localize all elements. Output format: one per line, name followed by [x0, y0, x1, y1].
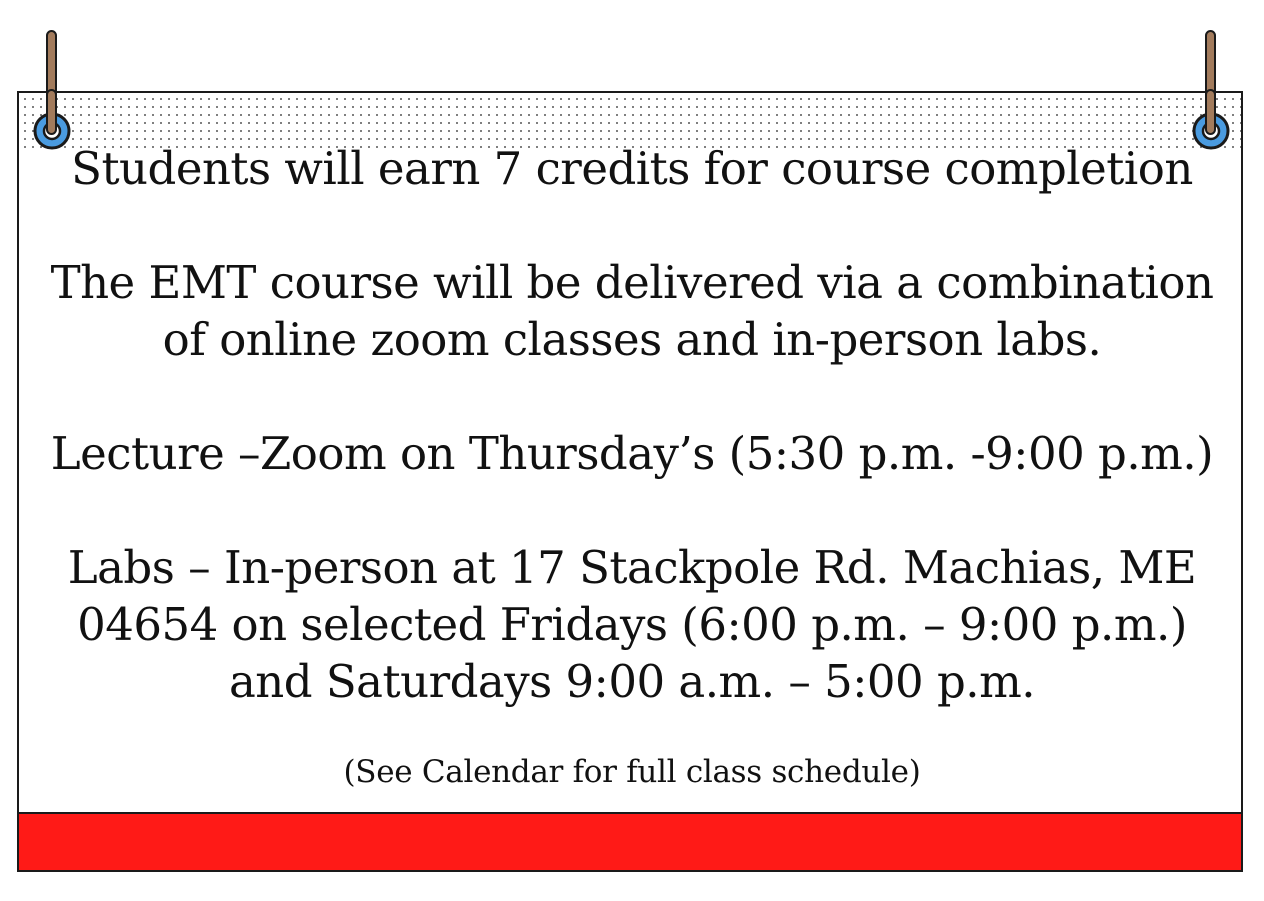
delivery-text-line-2: of online zoom classes and in-person labs.: [162, 313, 1102, 366]
labs-text-line-2: 04654 on selected Fridays (6:00 p.m. – 9:00 p.m.): [77, 598, 1187, 651]
red-footer-bar: [19, 812, 1241, 870]
labs-text-line-1: Labs – In-person at 17 Stackpole Rd. Machias, ME: [67, 541, 1197, 594]
lecture-schedule-text: Lecture –Zoom on Thursday’s (5:30 p.m. -9:00 p.m.): [50, 427, 1214, 480]
labs-text-line-3: and Saturdays 9:00 a.m. – 5:00 p.m.: [228, 655, 1036, 708]
left-hanger-icon: [32, 30, 72, 155]
right-hanger-icon: [1191, 30, 1231, 155]
delivery-text-line-1: The EMT course will be delivered via a combination: [50, 256, 1214, 309]
calendar-note-text: (See Calendar for full class schedule): [343, 754, 921, 790]
credits-text: Students will earn 7 credits for course completion: [71, 142, 1193, 195]
